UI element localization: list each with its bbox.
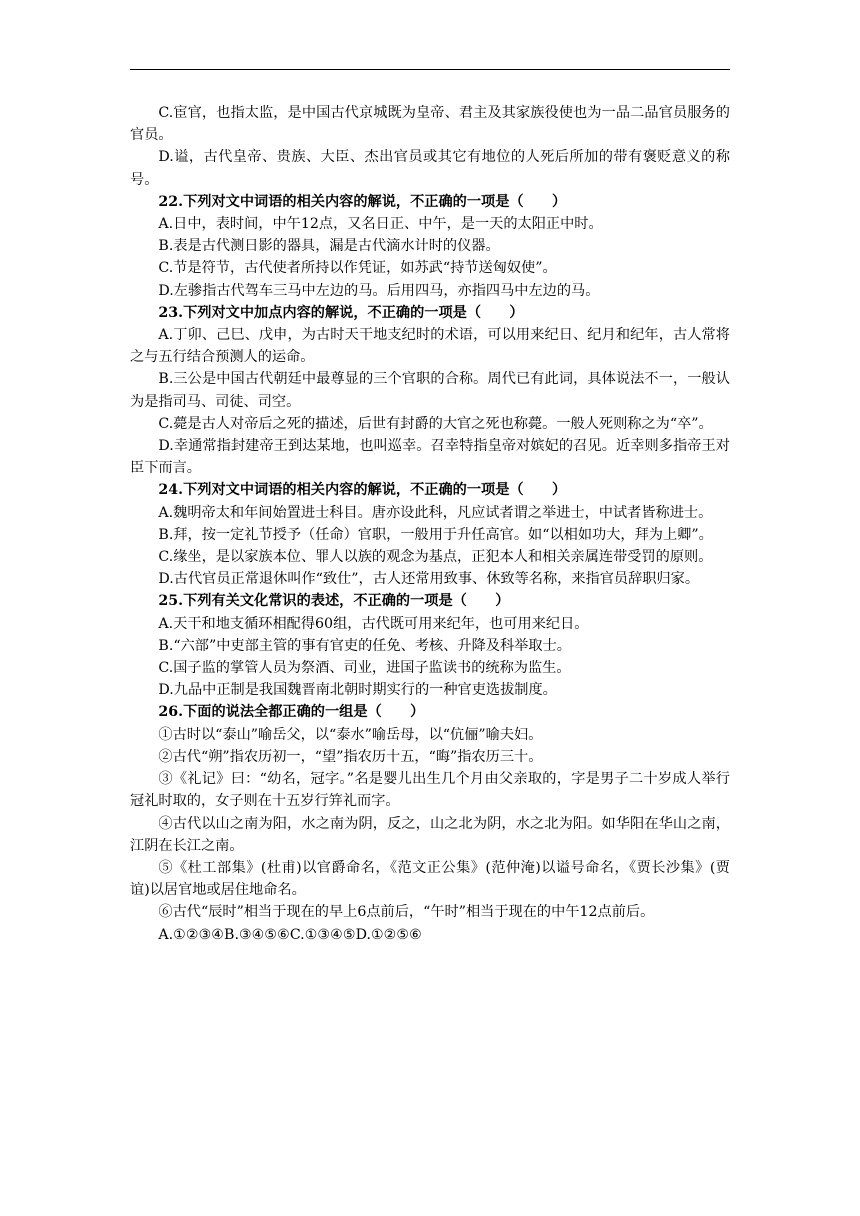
- question-26: 26.下面的说法全都正确的一组是（ ）: [158, 704, 425, 721]
- option-c-25: C.国子监的掌管人员为祭酒、司业，进国子监读书的统称为监生。: [158, 660, 571, 677]
- option-b-24: B.拜，按一定礼节授予（任命）官职，一般用于升任高官。如“以相如功大，拜为上卿”。: [158, 526, 713, 543]
- statement-4: ④古代以山之南为阳，水之南为阴，反之，山之北为阴，水之北为阳。如华阳在华山之南，江阴在长江之南。: [130, 815, 730, 854]
- question-22: 22.下列对文中词语的相关内容的解说，不正确的一项是（ ）: [158, 193, 567, 210]
- option-a-22: A.日中，表时间，中午12点，又名日正、中午，是一天的太阳正中时。: [158, 216, 603, 233]
- statement-6: ⑥古代“辰时”相当于现在的早上6点前后，“午时”相当于现在的中午12点前后。: [158, 904, 655, 921]
- option-a-23: A.丁卯、己巳、戊申，为古时天干地支纪时的术语，可以用来纪日、纪月和纪年，古人常将之与五行结合预测人的运命。: [130, 327, 730, 366]
- question-23: 23.下列对文中加点内容的解说，不正确的一项是（ ）: [158, 304, 524, 321]
- header-rule: [130, 69, 730, 70]
- option-c-23: C.薨是古人对帝后之死的描述，后世有封爵的大官之死也称薨。一般人死则称之为“卒”。: [158, 415, 713, 432]
- option-d-21: D.谥，古代皇帝、贵族、大臣、杰出官员或其它有地位的人死后所加的带有褒贬意义的称号。: [130, 149, 730, 188]
- statement-1: ①古时以“泰山”喻岳父，以“泰水”喻岳母，以“伉俪”喻夫妇。: [158, 726, 543, 743]
- option-a-25: A.天干和地支循环相配得60组，古代既可用来纪年，也可用来纪日。: [158, 615, 589, 632]
- option-b-22: B.表是古代测日影的器具，漏是古代滴水计时的仪器。: [158, 238, 500, 255]
- option-d-22: D.左骖指古代驾车三马中左边的马。后用四马，亦指四马中左边的马。: [158, 282, 600, 299]
- question-25: 25.下列有关文化常识的表述，不正确的一项是（ ）: [158, 593, 510, 610]
- question-24: 24.下列对文中词语的相关内容的解说，不正确的一项是（ ）: [158, 482, 567, 499]
- option-a-24: A.魏明帝太和年间始置进士科目。唐亦设此科，凡应试者谓之举进士，中试者皆称进士。: [158, 504, 713, 521]
- option-b-23: B.三公是中国古代朝廷中最尊显的三个官职的合称。周代已有此词，具体说法不一，一般认为是指司马、司徒、司空。: [130, 371, 730, 410]
- option-c-22: C.节是符节，古代使者所持以作凭证，如苏武“持节送匈奴使”。: [158, 260, 557, 277]
- option-c-21: C.宦官，也指太监，是中国古代京城既为皇帝、君主及其家族役使也为一品二品官员服务的官员。: [130, 105, 730, 144]
- option-d-23: D.幸通常指封建帝王到达某地，也叫巡幸。召幸特指皇帝对嫔妃的召见。近幸则多指帝王对臣下而言。: [130, 438, 730, 477]
- option-c-24: C.缘坐，是以家族本位、罪人以族的观念为基点，正犯本人和相关亲属连带受罚的原则。: [158, 549, 713, 566]
- options-26: A.①②③④B.③④⑤⑥C.①③④⑤D.①②⑤⑥: [158, 926, 422, 943]
- option-b-25: B.“六部”中吏部主管的事有官吏的任免、考核、升降及科举取士。: [158, 637, 571, 654]
- statement-2: ②古代“朔”指农历初一，“望”指农历十五，“晦”指农历三十。: [158, 748, 543, 765]
- option-d-25: D.九品中正制是我国魏晋南北朝时期实行的一种官吏选拔制度。: [158, 682, 557, 699]
- document-body: [130, 102, 730, 946]
- statement-5: ⑤《杜工部集》(杜甫)以官爵命名，《范文正公集》(范仲淹)以谥号命名，《贾长沙集》(贾谊)以居官地或居住地命名。: [130, 859, 730, 899]
- statement-3: ③《礼记》曰：“幼名，冠字。”名是婴儿出生几个月由父亲取的，字是男子二十岁成人举行冠礼时取的，女子则在十五岁行笄礼而字。: [130, 771, 730, 810]
- option-d-24: D.古代官员正常退休叫作“致仕”，古人还常用致事、休致等名称，来指官员辞职归家。: [158, 571, 700, 588]
